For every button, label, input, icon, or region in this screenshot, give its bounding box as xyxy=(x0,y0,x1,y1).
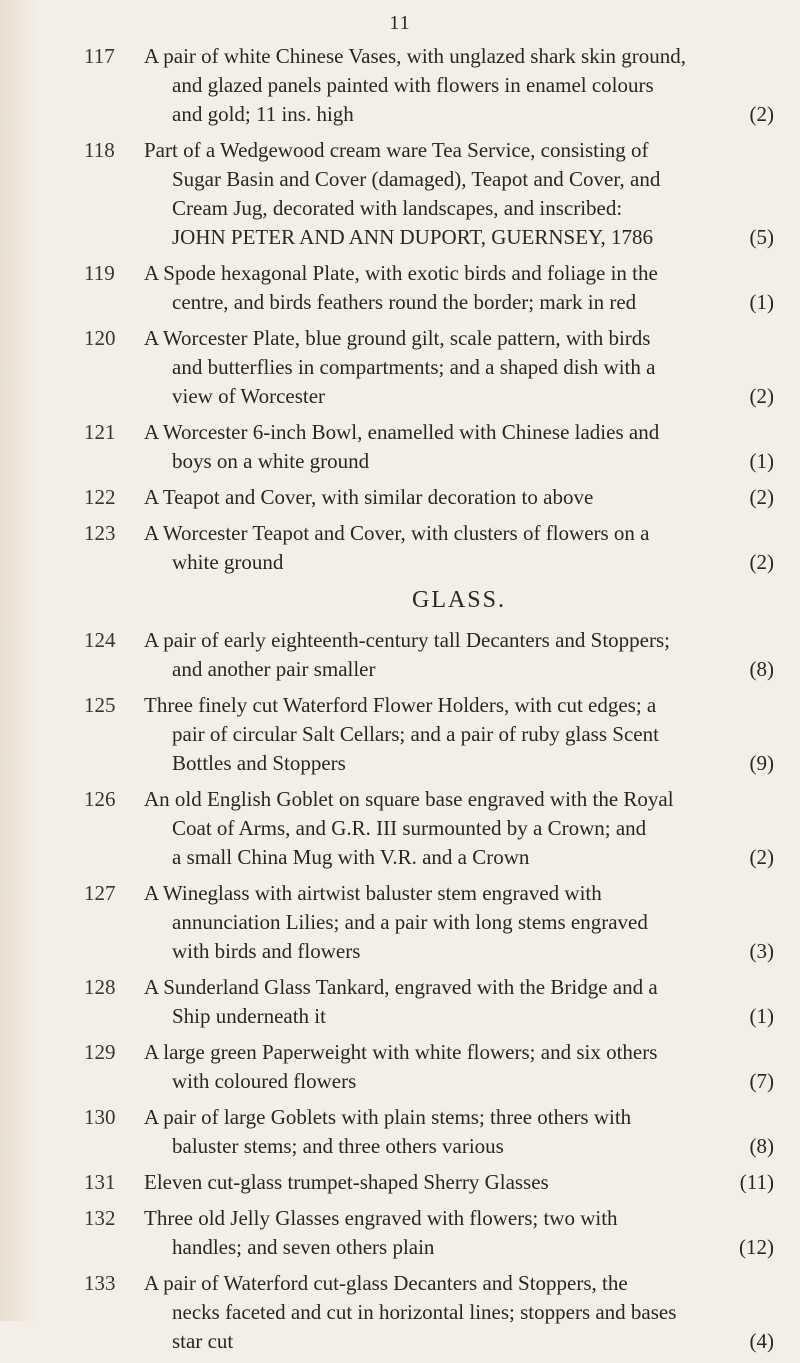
lot-quantity: (2) xyxy=(749,550,774,574)
lot-description xyxy=(144,1038,774,1096)
lot-quantity: (12) xyxy=(739,1235,774,1259)
lot-description xyxy=(144,324,774,411)
lot-final-line xyxy=(144,655,774,684)
lot-description-line: with coloured flowers xyxy=(172,1069,357,1093)
lot-description-line: and another pair smaller xyxy=(172,657,376,681)
lot-description-line: white ground xyxy=(172,550,284,574)
lot-final-line xyxy=(144,843,774,872)
lot-quantity: (8) xyxy=(749,657,774,681)
lot-description-line: boys on a white ground xyxy=(172,449,370,473)
lot-description-line: A pair of large Goblets with plain stems; three others with xyxy=(144,1105,632,1129)
lot-description-line: Coat of Arms, and G.R. III surmounted by a Crown; and xyxy=(172,816,647,840)
lot-number: 132 xyxy=(84,1206,116,1230)
lot-final-line xyxy=(144,223,774,252)
lot-entry xyxy=(84,1269,774,1356)
lot-description-line: JOHN PETER AND ANN DUPORT, GUERNSEY, 1786 xyxy=(172,225,654,249)
lot-description xyxy=(144,483,774,512)
lot-final-line xyxy=(144,483,774,512)
lot-quantity: (1) xyxy=(749,290,774,314)
lot-number: 133 xyxy=(84,1271,116,1295)
lot-description-line: A Sunderland Glass Tankard, engraved with the Bridge and a xyxy=(144,975,658,999)
lot-number: 128 xyxy=(84,975,116,999)
lot-number: 131 xyxy=(84,1170,116,1194)
lot-quantity: (11) xyxy=(739,1170,774,1194)
lot-entry xyxy=(84,1038,774,1096)
lot-description-line: A Wineglass with airtwist baluster stem engraved with xyxy=(144,881,602,905)
lot-description-line: pair of circular Salt Cellars; and a pair of ruby glass Scent xyxy=(172,722,659,746)
lot-description-line: and glazed panels painted with flowers in enamel colours xyxy=(172,73,654,97)
lot-number: 123 xyxy=(84,521,116,545)
lot-description-line: A large green Paperweight with white flowers; and six others xyxy=(144,1040,658,1064)
lot-final-line xyxy=(144,288,774,317)
lot-final-line xyxy=(144,937,774,966)
lot-number: 117 xyxy=(84,44,115,68)
lot-number: 118 xyxy=(84,138,115,162)
lot-number: 120 xyxy=(84,326,116,350)
lot-description-line: Three finely cut Waterford Flower Holders, with cut edges; a xyxy=(144,693,657,717)
lot-entry xyxy=(84,483,774,512)
lot-description xyxy=(144,519,774,577)
lot-description xyxy=(144,136,774,252)
lot-description xyxy=(144,42,774,129)
lot-final-line xyxy=(144,1168,774,1197)
lot-quantity: (1) xyxy=(749,449,774,473)
lot-number: 130 xyxy=(84,1105,116,1129)
lot-entry xyxy=(84,136,774,252)
page-edge xyxy=(0,0,40,1321)
lot-description-line: Part of a Wedgewood cream ware Tea Service, consisting of xyxy=(144,138,649,162)
lot-quantity: (9) xyxy=(749,751,774,775)
lot-number: 129 xyxy=(84,1040,116,1064)
lot-final-line xyxy=(144,749,774,778)
page-number: 11 xyxy=(389,12,411,34)
lot-number: 122 xyxy=(84,485,116,509)
lot-description-line: Eleven cut-glass trumpet-shaped Sherry Glasses xyxy=(144,1170,549,1194)
lot-final-line xyxy=(144,1132,774,1161)
lot-description-line: Three old Jelly Glasses engraved with flowers; two with xyxy=(144,1206,618,1230)
lot-description xyxy=(144,785,774,872)
lot-final-line xyxy=(144,548,774,577)
lot-quantity: (2) xyxy=(749,384,774,408)
lot-entry xyxy=(84,879,774,966)
lot-final-line xyxy=(144,382,774,411)
lot-description-line: A pair of white Chinese Vases, with unglazed shark skin ground, xyxy=(144,44,687,68)
lot-description-line: Cream Jug, decorated with landscapes, and inscribed: xyxy=(172,196,623,220)
lot-entry xyxy=(84,519,774,577)
section-heading-glass: GLASS. xyxy=(411,587,507,613)
lot-entry xyxy=(84,1103,774,1161)
lot-quantity: (8) xyxy=(749,1134,774,1158)
lot-quantity: (4) xyxy=(749,1329,774,1353)
lot-description xyxy=(144,1204,774,1262)
lot-description-line: Ship underneath it xyxy=(172,1004,326,1028)
lot-quantity: (2) xyxy=(749,102,774,126)
lot-quantity: (3) xyxy=(749,939,774,963)
lot-quantity: (5) xyxy=(749,225,774,249)
lot-entry xyxy=(84,1204,774,1262)
lot-entry xyxy=(84,324,774,411)
lot-description-line: A Worcester Plate, blue ground gilt, scale pattern, with birds xyxy=(144,326,651,350)
lot-number: 126 xyxy=(84,787,116,811)
lot-description-line: and butterflies in compartments; and a shaped dish with a xyxy=(172,355,656,379)
lot-description-line: star cut xyxy=(172,1329,234,1353)
lot-final-line xyxy=(144,1067,774,1096)
lot-entry xyxy=(84,626,774,684)
lot-description-line: An old English Goblet on square base engraved with the Royal xyxy=(144,787,674,811)
lot-number: 125 xyxy=(84,693,116,717)
lot-description xyxy=(144,626,774,684)
lot-description xyxy=(144,879,774,966)
lot-description-line: handles; and seven others plain xyxy=(172,1235,435,1259)
lot-description-line: view of Worcester xyxy=(172,384,326,408)
lot-description xyxy=(144,259,774,317)
lot-number: 124 xyxy=(84,628,116,652)
lot-final-line xyxy=(144,100,774,129)
lot-description xyxy=(144,691,774,778)
lot-number: 119 xyxy=(84,261,115,285)
lot-description-line: Sugar Basin and Cover (damaged), Teapot and Cover, and xyxy=(172,167,661,191)
lot-list xyxy=(84,42,774,1363)
lot-quantity: (1) xyxy=(749,1004,774,1028)
lot-description xyxy=(144,1269,774,1356)
lot-description-line: A Worcester Teapot and Cover, with clusters of flowers on a xyxy=(144,521,650,545)
lot-final-line xyxy=(144,1002,774,1031)
lot-final-line xyxy=(144,447,774,476)
lot-entry xyxy=(84,42,774,129)
lot-description-line: baluster stems; and three others various xyxy=(172,1134,504,1158)
lot-final-line xyxy=(144,1327,774,1356)
lot-description-line: A Worcester 6-inch Bowl, enamelled with Chinese ladies and xyxy=(144,420,660,444)
lot-final-line xyxy=(144,1233,774,1262)
lot-description xyxy=(144,1103,774,1161)
lot-description-line: annunciation Lilies; and a pair with long stems engraved xyxy=(172,910,648,934)
lot-entry xyxy=(84,973,774,1031)
lot-description-line: and gold; 11 ins. high xyxy=(172,102,354,126)
lot-description-line: A pair of Waterford cut-glass Decanters and Stoppers, the xyxy=(144,1271,628,1295)
lot-entry xyxy=(84,418,774,476)
lot-description xyxy=(144,973,774,1031)
lot-description-line: A Teapot and Cover, with similar decoration to above xyxy=(144,485,594,509)
lot-quantity: (7) xyxy=(749,1069,774,1093)
lot-quantity: (2) xyxy=(749,485,774,509)
lot-description-line: with birds and flowers xyxy=(172,939,361,963)
lot-number: 121 xyxy=(84,420,116,444)
lot-entry xyxy=(84,785,774,872)
lot-entry xyxy=(84,1168,774,1197)
lot-number: 127 xyxy=(84,881,116,905)
lot-description xyxy=(144,418,774,476)
lot-description-line: A pair of early eighteenth-century tall Decanters and Stoppers; xyxy=(144,628,670,652)
lot-description-line: a small China Mug with V.R. and a Crown xyxy=(172,845,530,869)
lot-description-line: A Spode hexagonal Plate, with exotic birds and foliage in the xyxy=(144,261,658,285)
lot-description-line: Bottles and Stoppers xyxy=(172,751,346,775)
lot-description-line: necks faceted and cut in horizontal lines; stoppers and bases xyxy=(172,1300,677,1324)
lot-description xyxy=(144,1168,774,1197)
lot-entry xyxy=(84,259,774,317)
lot-entry xyxy=(84,691,774,778)
lot-description-line: centre, and birds feathers round the border; mark in red xyxy=(172,290,637,314)
lot-quantity: (2) xyxy=(749,845,774,869)
